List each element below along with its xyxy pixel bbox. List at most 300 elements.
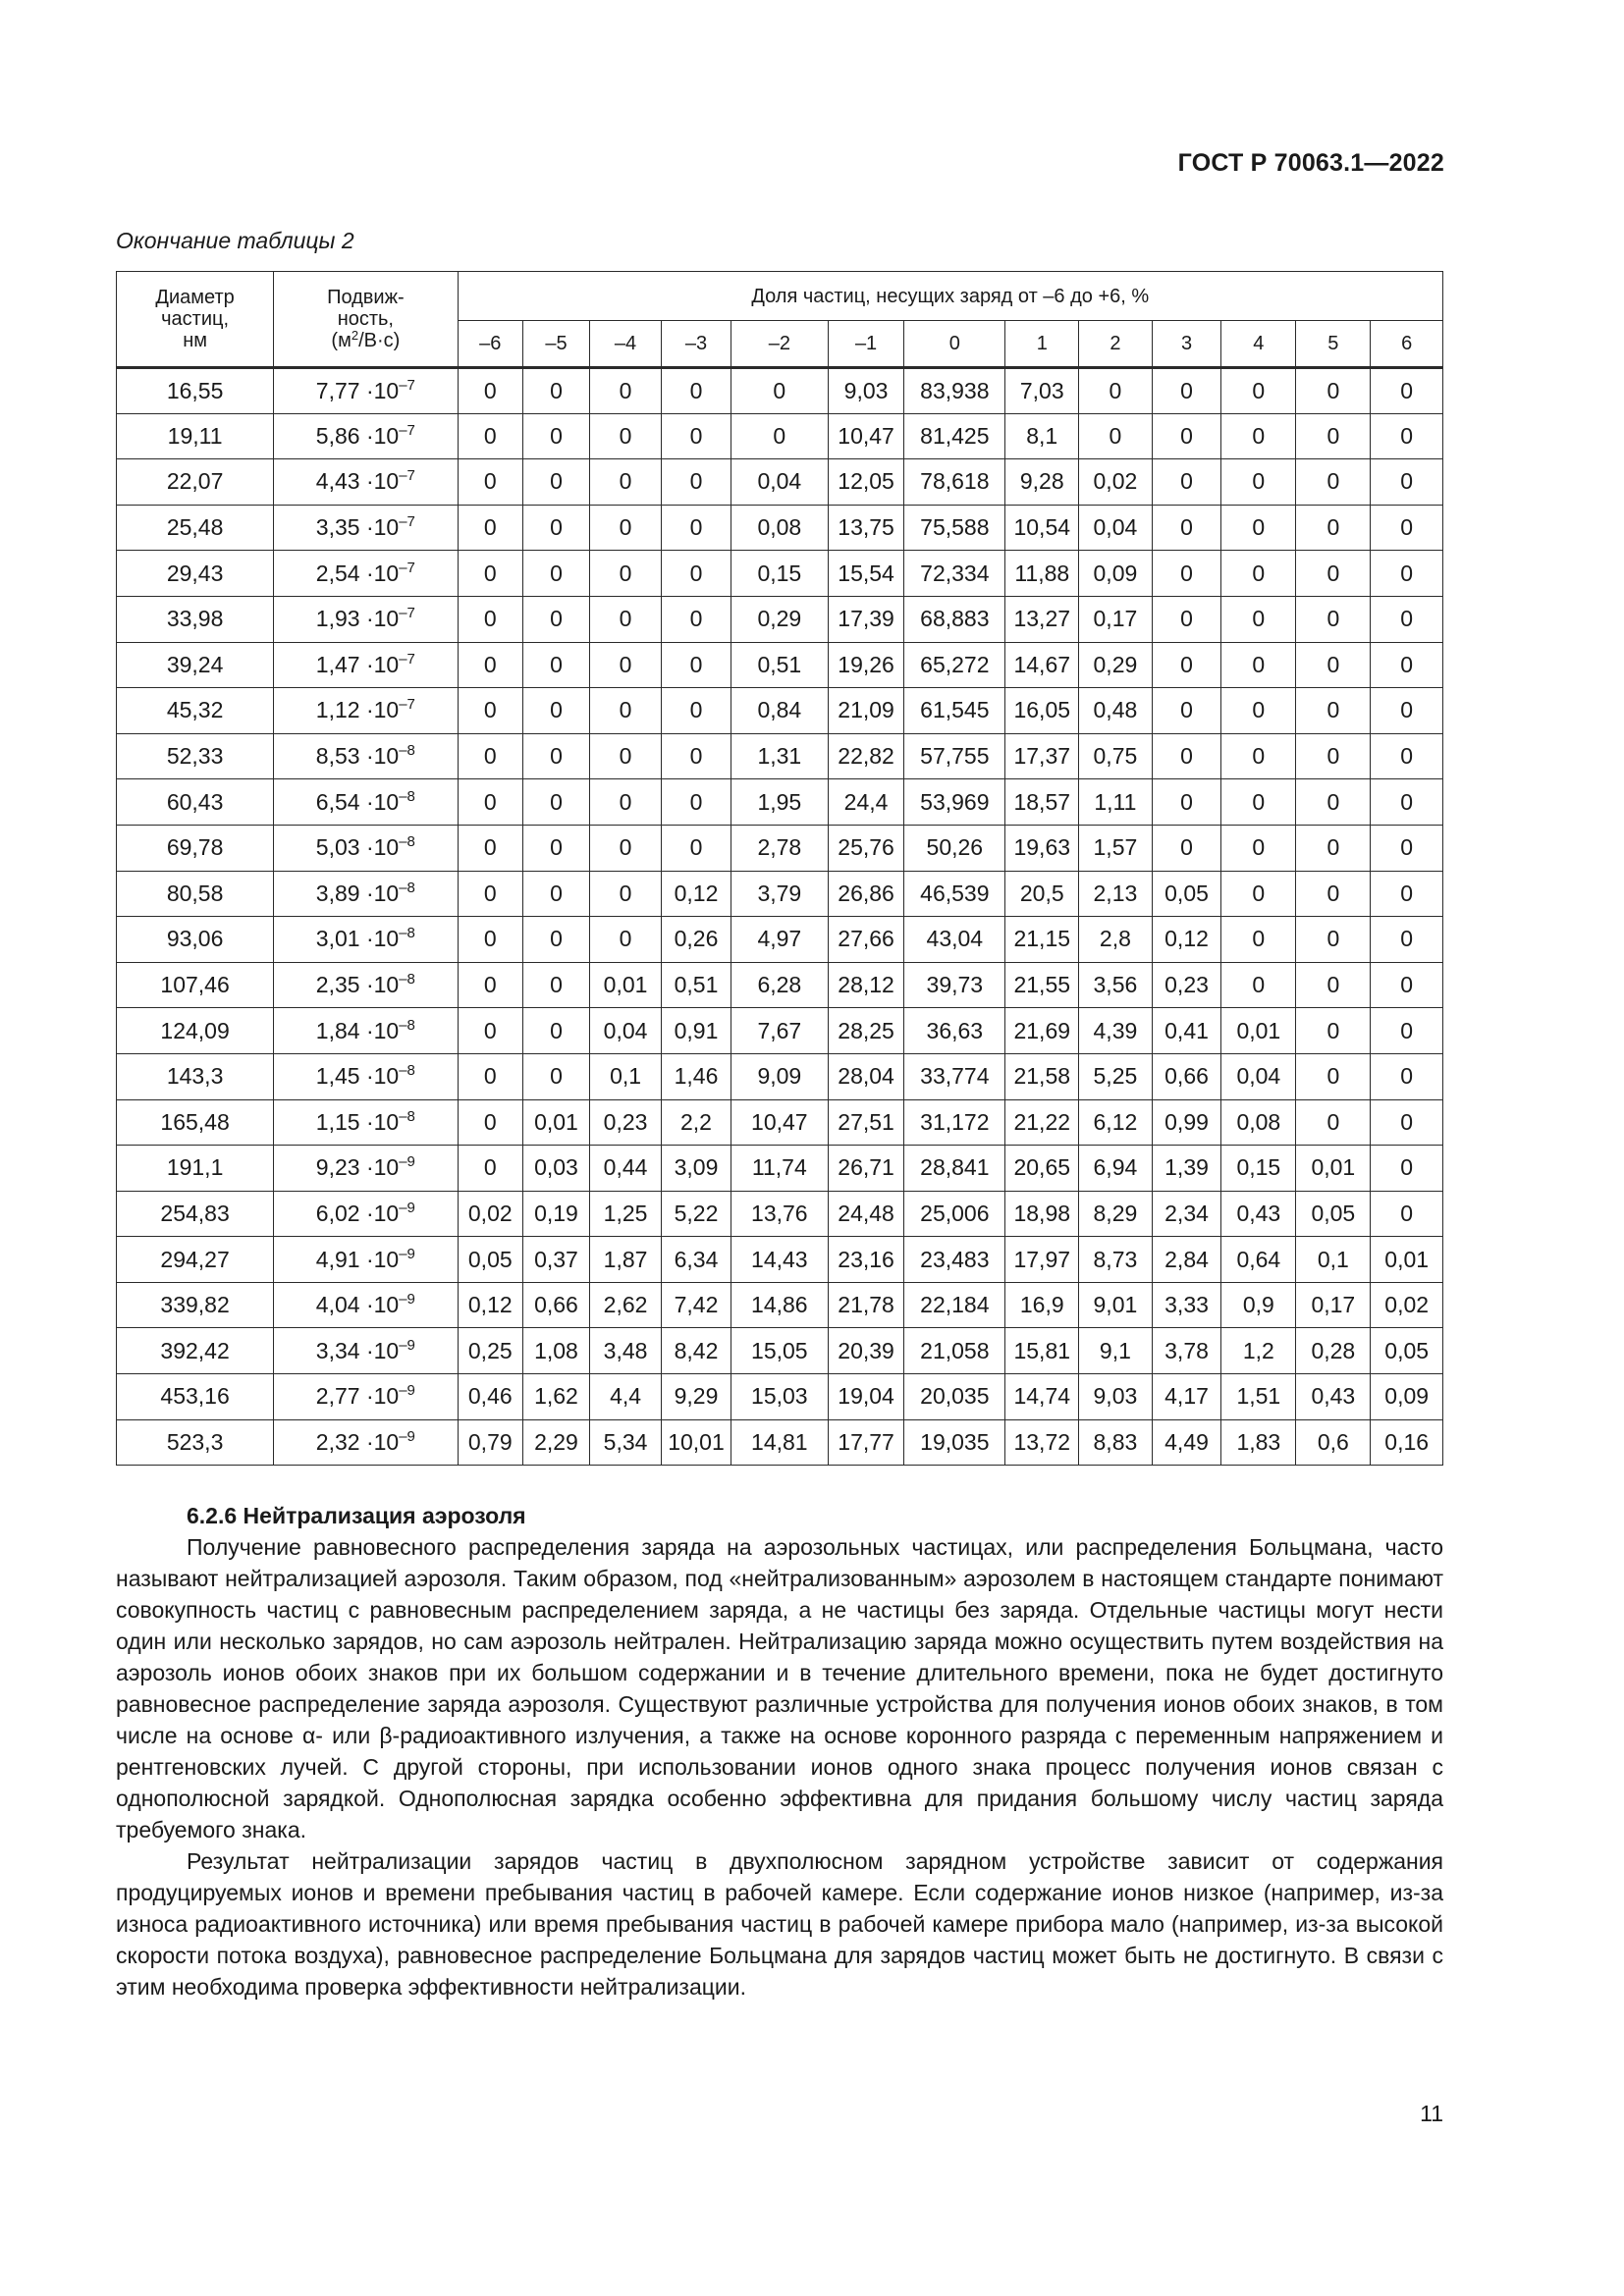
diameter-cell: 25,48 [117,505,274,551]
table-row [117,1374,1443,1420]
fraction-cell: 0 [1296,459,1371,506]
fraction-cell: 65,272 [904,642,1005,688]
mobility-cell: $9,23 \cdot 10^{-9}$ [274,1146,458,1192]
fraction-cell: 0 [1152,642,1221,688]
mobility-cell: $3,34 \cdot 10^{-9}$ [274,1328,458,1374]
fraction-cell: 0 [1221,368,1296,414]
fraction-cell: 39,73 [904,962,1005,1008]
fraction-cell: 0 [731,413,828,459]
fraction-cell: 10,54 [1005,505,1079,551]
fraction-cell: 0 [1296,1099,1371,1146]
fraction-cell: 0 [1221,733,1296,779]
fraction-cell: 15,03 [731,1374,828,1420]
fraction-cell: 0 [1152,413,1221,459]
table-row [117,779,1443,826]
paragraph: Получение равновесного распределения заряда на аэрозольных частицах, или распределения Больцмана, часто называют нейтрализацией аэрозоля. Таким образом, под «нейтрализованным» аэрозолем в настоящем стандарте понимают совокупность частиц с равновесным распределением заряда, а не частицы без заряда. Отдельные частицы могут нести один или несколько зарядов, но сам аэрозоль нейтрален. Нейтрализацию заряда можно осуществить путем воздействия на аэрозоль ионов обоих знаков при их большом содержании и в течение длительного времени, пока не будет достигнуто равновесное распределение заряда аэрозоля. Существуют различные устройства для получения ионов обоих знаков, в том числе на основе α- или β-радиоактивного излучения, а также на основе коронного разряда с переменным напряжением и рентгеновских лучей. С другой стороны, при использовании ионов одного знака процесс получения ионов связан с однополюсной зарядкой. Однополюсная зарядка особенно эффективна для придания большому числу частиц заряда требуемого знака. [116,1534,1443,1842]
fraction-cell: 0 [589,505,661,551]
mobility-cell: $2,35 \cdot 10^{-8}$ [274,962,458,1008]
fraction-cell: 68,883 [904,596,1005,642]
fraction-cell: 0 [589,642,661,688]
fraction-cell: 9,1 [1079,1328,1153,1374]
fraction-cell: 0 [523,505,590,551]
fraction-cell: 16,05 [1005,688,1079,734]
fraction-cell: 0 [1371,871,1443,917]
fraction-cell: 0 [458,551,523,597]
fraction-cell: 28,25 [828,1008,903,1054]
fraction-cell: 0 [1371,917,1443,963]
fraction-cell: 1,46 [662,1053,731,1099]
fraction-cell: 0 [1221,688,1296,734]
fraction-cell: 0,51 [731,642,828,688]
fraction-cell: 0 [458,779,523,826]
fraction-cell: 0 [1221,505,1296,551]
fraction-cell: 0 [731,368,828,414]
fraction-cell: 0 [1371,459,1443,506]
mobility-cell: $4,43 \cdot 10^{-7}$ [274,459,458,506]
diameter-cell: 143,3 [117,1053,274,1099]
fraction-cell: 2,2 [662,1099,731,1146]
diameter-cell: 19,11 [117,413,274,459]
fraction-cell: 0,17 [1079,596,1153,642]
table-row [117,1191,1443,1237]
table-row [117,1328,1443,1374]
fraction-cell: 0 [1152,505,1221,551]
fraction-cell: 75,588 [904,505,1005,551]
fraction-cell: 14,86 [731,1282,828,1328]
fraction-cell: 61,545 [904,688,1005,734]
fraction-cell: 23,483 [904,1237,1005,1283]
diameter-cell: 33,98 [117,596,274,642]
fraction-cell: 0,02 [1371,1282,1443,1328]
fraction-cell: 22,184 [904,1282,1005,1328]
charge-header: 1 [1005,321,1079,368]
fraction-cell: 0 [662,688,731,734]
fraction-cell: 0 [589,551,661,597]
fraction-cell: 0 [523,368,590,414]
fraction-cell: 25,006 [904,1191,1005,1237]
fraction-cell: 0,05 [1296,1191,1371,1237]
fraction-cell: 1,11 [1079,779,1153,826]
fraction-cell: 0 [1079,413,1153,459]
fraction-cell: 0 [1296,642,1371,688]
charge-header: –2 [731,321,828,368]
fraction-cell: 0 [458,368,523,414]
mobility-cell: $1,47 \cdot 10^{-7}$ [274,642,458,688]
table-row [117,1146,1443,1192]
fraction-cell: 0,91 [662,1008,731,1054]
fraction-cell: 0,28 [1296,1328,1371,1374]
mobility-cell: $2,32 \cdot 10^{-9}$ [274,1419,458,1466]
fraction-cell: 5,34 [589,1419,661,1466]
fraction-cell: 0 [458,1146,523,1192]
fraction-cell: 0 [589,688,661,734]
fraction-cell: 3,79 [731,871,828,917]
diameter-cell: 523,3 [117,1419,274,1466]
fraction-cell: 8,83 [1079,1419,1153,1466]
table-row [117,871,1443,917]
fraction-cell: 3,78 [1152,1328,1221,1374]
fraction-cell: 0 [523,825,590,871]
fraction-cell: 0 [1152,596,1221,642]
fraction-cell: 0 [662,368,731,414]
fraction-cell: 0 [1152,825,1221,871]
diameter-cell: 80,58 [117,871,274,917]
header-mobility: Подвиж- ность, $(м^2/В\cdot с)$ [274,272,458,368]
fraction-cell: 4,4 [589,1374,661,1420]
table-row [117,733,1443,779]
diameter-cell: 45,32 [117,688,274,734]
fraction-cell: 83,938 [904,368,1005,414]
fraction-cell: 72,334 [904,551,1005,597]
table-row [117,825,1443,871]
fraction-cell: 0,17 [1296,1282,1371,1328]
fraction-cell: 0 [1221,917,1296,963]
diameter-cell: 392,42 [117,1328,274,1374]
mobility-cell: $6,02 \cdot 10^{-9}$ [274,1191,458,1237]
fraction-cell: 1,51 [1221,1374,1296,1420]
table-row [117,1419,1443,1466]
fraction-cell: 12,05 [828,459,903,506]
table-row [117,551,1443,597]
fraction-cell: 15,05 [731,1328,828,1374]
fraction-cell: 0 [458,596,523,642]
header-diameter: Диаметр частиц, нм [117,272,274,368]
fraction-cell: 0,46 [458,1374,523,1420]
fraction-cell: 2,29 [523,1419,590,1466]
fraction-cell: 6,94 [1079,1146,1153,1192]
charge-header: –4 [589,321,661,368]
fraction-cell: 36,63 [904,1008,1005,1054]
fraction-cell: 1,08 [523,1328,590,1374]
fraction-cell: 0 [523,688,590,734]
fraction-cell: 0 [589,368,661,414]
table-row [117,1008,1443,1054]
fraction-cell: 0 [662,459,731,506]
fraction-cell: 19,26 [828,642,903,688]
fraction-cell: 0,19 [523,1191,590,1237]
fraction-cell: 0 [589,413,661,459]
fraction-cell: 25,76 [828,825,903,871]
fraction-cell: 20,035 [904,1374,1005,1420]
fraction-cell: 0 [589,596,661,642]
fraction-cell: 0 [458,962,523,1008]
fraction-cell: 8,1 [1005,413,1079,459]
fraction-cell: 9,03 [828,368,903,414]
fraction-cell: 14,67 [1005,642,1079,688]
fraction-cell: 9,29 [662,1374,731,1420]
fraction-cell: 31,172 [904,1099,1005,1146]
fraction-cell: 1,25 [589,1191,661,1237]
fraction-cell: 10,47 [828,413,903,459]
fraction-cell: 0,48 [1079,688,1153,734]
section-neutralization [116,1500,1443,2002]
table-caption: Окончание таблицы 2 [116,228,354,253]
page-number: 11 [1420,2101,1443,2126]
fraction-cell: 0 [458,413,523,459]
fraction-cell: 0 [1371,596,1443,642]
charge-distribution-table [116,271,1443,1466]
fraction-cell: 17,77 [828,1419,903,1466]
fraction-cell: 0 [1371,1053,1443,1099]
fraction-cell: 0 [523,917,590,963]
fraction-cell: 0,12 [458,1282,523,1328]
fraction-cell: 0 [1296,551,1371,597]
fraction-cell: 19,04 [828,1374,903,1420]
fraction-cell: 0,02 [1079,459,1153,506]
fraction-cell: 0 [1296,733,1371,779]
fraction-cell: 0,08 [731,505,828,551]
paragraph: Результат нейтрализации зарядов частиц в двухполюсном зарядном устройстве зависит от содержания продуцируемых ионов и времени пребывания частиц в рабочей камере. Если содержание ионов низкое (например, из-за износа радиоактивного источника) или время пребывания частиц в рабочей камере прибора мало (например, из-за высокой скорости потока воздуха), равновесное распределение Больцмана для зарядов частиц может быть не достигнуто. В связи с этим необходима проверка эффективности нейтрализации. [116,1848,1443,2000]
fraction-cell: 0 [1296,596,1371,642]
fraction-cell: 0 [1221,962,1296,1008]
fraction-cell: 0 [589,779,661,826]
fraction-cell: 0,01 [1371,1237,1443,1283]
fraction-cell: 4,17 [1152,1374,1221,1420]
fraction-cell: 0,43 [1296,1374,1371,1420]
fraction-cell: 23,16 [828,1237,903,1283]
fraction-cell: 0 [1371,642,1443,688]
mobility-cell: $4,91 \cdot 10^{-9}$ [274,1237,458,1283]
charge-header: 5 [1296,321,1371,368]
charge-header: 2 [1079,321,1153,368]
fraction-cell: 0,75 [1079,733,1153,779]
fraction-cell: 0 [523,733,590,779]
fraction-cell: 0,05 [1152,871,1221,917]
fraction-cell: 0,08 [1221,1099,1296,1146]
diameter-cell: 124,09 [117,1008,274,1054]
fraction-cell: 0,15 [1221,1146,1296,1192]
fraction-cell: 0 [1371,825,1443,871]
fraction-cell: 0,02 [458,1191,523,1237]
fraction-cell: 21,15 [1005,917,1079,963]
fraction-cell: 0,09 [1371,1374,1443,1420]
mobility-cell: $1,84 \cdot 10^{-8}$ [274,1008,458,1054]
fraction-cell: 0 [662,825,731,871]
fraction-cell: 27,51 [828,1099,903,1146]
fraction-cell: 0 [458,1008,523,1054]
fraction-cell: 17,39 [828,596,903,642]
mobility-cell: $3,89 \cdot 10^{-8}$ [274,871,458,917]
table-row [117,413,1443,459]
fraction-cell: 3,56 [1079,962,1153,1008]
table-row [117,1053,1443,1099]
fraction-cell: 20,39 [828,1328,903,1374]
fraction-cell: 0,04 [1079,505,1153,551]
diameter-cell: 339,82 [117,1282,274,1328]
fraction-cell: 0,01 [1296,1146,1371,1192]
fraction-cell: 0 [1296,871,1371,917]
fraction-cell: 57,755 [904,733,1005,779]
diameter-cell: 16,55 [117,368,274,414]
fraction-cell: 5,22 [662,1191,731,1237]
fraction-cell: 0 [1221,459,1296,506]
fraction-cell: 9,01 [1079,1282,1153,1328]
fraction-cell: 81,425 [904,413,1005,459]
fraction-cell: 27,66 [828,917,903,963]
fraction-cell: 7,67 [731,1008,828,1054]
fraction-cell: 15,54 [828,551,903,597]
standard-designation: ГОСТ Р 70063.1—2022 [1177,149,1444,177]
fraction-cell: 0 [662,596,731,642]
charge-header: –5 [523,321,590,368]
fraction-cell: 0,25 [458,1328,523,1374]
diameter-cell: 107,46 [117,962,274,1008]
fraction-cell: 0 [458,871,523,917]
fraction-cell: 0,04 [731,459,828,506]
fraction-cell: 0 [523,1008,590,1054]
fraction-cell: 0,37 [523,1237,590,1283]
fraction-cell: 3,33 [1152,1282,1221,1328]
diameter-cell: 60,43 [117,779,274,826]
fraction-cell: 2,78 [731,825,828,871]
diameter-cell: 191,1 [117,1146,274,1192]
fraction-cell: 17,97 [1005,1237,1079,1283]
fraction-cell: 0 [589,733,661,779]
fraction-cell: 6,28 [731,962,828,1008]
fraction-cell: 9,28 [1005,459,1079,506]
fraction-cell: 0,23 [589,1099,661,1146]
fraction-cell: 20,65 [1005,1146,1079,1192]
fraction-cell: 0 [662,413,731,459]
charge-header: –6 [458,321,523,368]
fraction-cell: 78,618 [904,459,1005,506]
fraction-cell: 17,37 [1005,733,1079,779]
mobility-cell: $1,12 \cdot 10^{-7}$ [274,688,458,734]
fraction-cell: 0,51 [662,962,731,1008]
header-charge-fraction: Доля частиц, несущих заряд от –6 до +6, % [458,272,1442,321]
fraction-cell: 0 [523,1053,590,1099]
mobility-cell: $1,15 \cdot 10^{-8}$ [274,1099,458,1146]
fraction-cell: 0 [1296,413,1371,459]
fraction-cell: 0 [458,1099,523,1146]
mobility-cell: $6,54 \cdot 10^{-8}$ [274,779,458,826]
fraction-cell: 1,62 [523,1374,590,1420]
fraction-cell: 0 [1371,779,1443,826]
fraction-cell: 0 [1221,779,1296,826]
fraction-cell: 0,1 [1296,1237,1371,1283]
mobility-cell: $3,35 \cdot 10^{-7}$ [274,505,458,551]
fraction-cell: 0 [1152,688,1221,734]
mobility-cell: $2,77 \cdot 10^{-9}$ [274,1374,458,1420]
fraction-cell: 0 [1152,779,1221,826]
mobility-cell: $7,77 \cdot 10^{-7}$ [274,368,458,414]
mobility-cell: $3,01 \cdot 10^{-8}$ [274,917,458,963]
fraction-cell: 5,25 [1079,1053,1153,1099]
fraction-cell: 0 [1152,733,1221,779]
fraction-cell: 13,76 [731,1191,828,1237]
fraction-cell: 50,26 [904,825,1005,871]
fraction-cell: 8,42 [662,1328,731,1374]
fraction-cell: 2,84 [1152,1237,1221,1283]
fraction-cell: 0 [1221,596,1296,642]
diameter-cell: 453,16 [117,1374,274,1420]
fraction-cell: 9,03 [1079,1374,1153,1420]
diameter-cell: 29,43 [117,551,274,597]
fraction-cell: 28,841 [904,1146,1005,1192]
table-row [117,1099,1443,1146]
fraction-cell: 0 [1296,688,1371,734]
fraction-cell: 2,62 [589,1282,661,1328]
fraction-cell: 0 [1296,825,1371,871]
fraction-cell: 7,42 [662,1282,731,1328]
fraction-cell: 0,01 [523,1099,590,1146]
fraction-cell: 6,12 [1079,1099,1153,1146]
fraction-cell: 0 [458,642,523,688]
fraction-cell: 0,04 [1221,1053,1296,1099]
fraction-cell: 0 [458,1053,523,1099]
table-row [117,962,1443,1008]
fraction-cell: 0 [662,733,731,779]
fraction-cell: 0 [523,459,590,506]
fraction-cell: 24,48 [828,1191,903,1237]
table-row [117,368,1443,414]
fraction-cell: 0 [589,871,661,917]
diameter-cell: 69,78 [117,825,274,871]
fraction-cell: 2,13 [1079,871,1153,917]
fraction-cell: 8,29 [1079,1191,1153,1237]
charge-header: 0 [904,321,1005,368]
fraction-cell: 0,66 [1152,1053,1221,1099]
fraction-cell: 9,09 [731,1053,828,1099]
fraction-cell: 0 [523,642,590,688]
diameter-cell: 294,27 [117,1237,274,1283]
fraction-cell: 0 [458,688,523,734]
fraction-cell: 0 [1371,505,1443,551]
fraction-cell: 0 [1152,459,1221,506]
fraction-cell: 33,774 [904,1053,1005,1099]
fraction-cell: 0 [523,413,590,459]
fraction-cell: 19,63 [1005,825,1079,871]
fraction-cell: 0,41 [1152,1008,1221,1054]
fraction-cell: 0,15 [731,551,828,597]
fraction-cell: 0,12 [1152,917,1221,963]
fraction-cell: 14,43 [731,1237,828,1283]
fraction-cell: 26,86 [828,871,903,917]
charge-header: 4 [1221,321,1296,368]
fraction-cell: 3,48 [589,1328,661,1374]
fraction-cell: 1,83 [1221,1419,1296,1466]
fraction-cell: 0 [1371,1146,1443,1192]
fraction-cell: 0 [458,733,523,779]
diameter-cell: 22,07 [117,459,274,506]
fraction-cell: 8,73 [1079,1237,1153,1283]
fraction-cell: 0 [523,779,590,826]
fraction-cell: 0 [1371,551,1443,597]
fraction-cell: 0 [662,505,731,551]
fraction-cell: 0,9 [1221,1282,1296,1328]
table-row [117,1282,1443,1328]
fraction-cell: 0,66 [523,1282,590,1328]
fraction-cell: 0 [1296,779,1371,826]
fraction-cell: 0 [662,779,731,826]
charge-header: 3 [1152,321,1221,368]
fraction-cell: 0,01 [1221,1008,1296,1054]
table-row [117,917,1443,963]
fraction-cell: 18,98 [1005,1191,1079,1237]
fraction-cell: 24,4 [828,779,903,826]
fraction-cell: 0,12 [662,871,731,917]
fraction-cell: 0 [458,459,523,506]
fraction-cell: 11,74 [731,1146,828,1192]
fraction-cell: 0 [1152,368,1221,414]
fraction-cell: 6,34 [662,1237,731,1283]
fraction-cell: 0 [458,505,523,551]
fraction-cell: 7,03 [1005,368,1079,414]
diameter-cell: 52,33 [117,733,274,779]
fraction-cell: 21,55 [1005,962,1079,1008]
fraction-cell: 53,969 [904,779,1005,826]
mobility-cell: $4,04 \cdot 10^{-9}$ [274,1282,458,1328]
